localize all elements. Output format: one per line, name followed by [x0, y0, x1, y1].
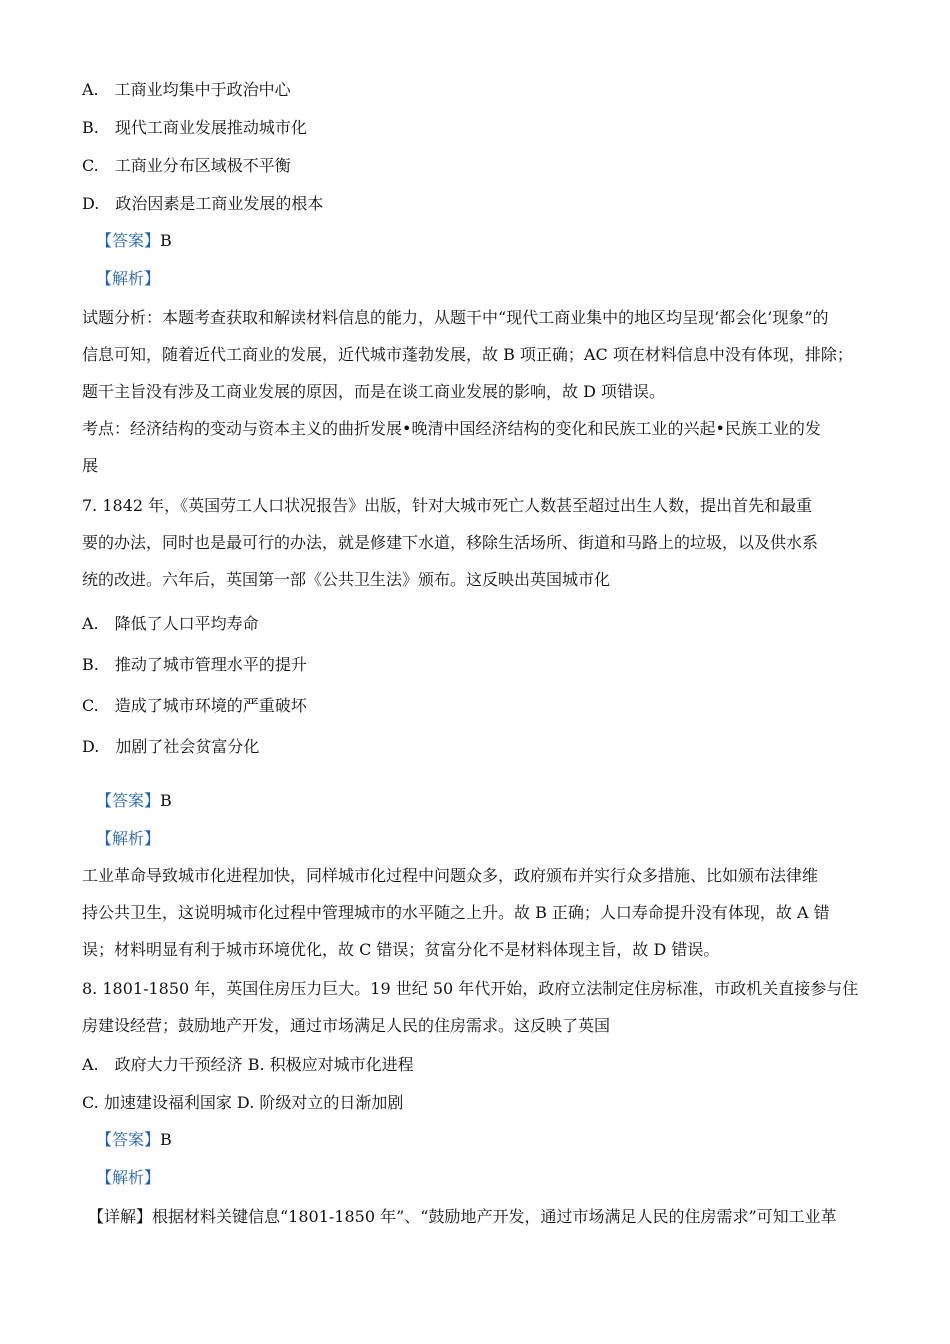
q7-analysis [82, 857, 872, 968]
q7-option-c: C. 造成了城市环境的严重破坏 [82, 696, 307, 715]
q6-analysis-tag: 【解析】 [96, 269, 161, 288]
stem-line: 统的改进。六年后，英国第一部《公共卫生法》颁布。这反映出英国城市化 [82, 570, 611, 589]
answer-value: B [160, 231, 172, 250]
analysis-line: 持公共卫生，这说明城市化过程中管理城市的水平随之上升。故 B 正确；人口寿命提升没有体现，故 A 错 [82, 903, 830, 922]
kaodian-line: 展 [82, 456, 99, 475]
q6-option-a: A. 工商业均集中于政治中心 [82, 80, 291, 99]
q8-options-row2: C. 加速建设福利国家 D. 阶级对立的日渐加剧 [82, 1093, 404, 1112]
q8-options-row1: A. 政府大力干预经济 B. 积极应对城市化进程 [82, 1055, 414, 1074]
q8-detail: 【详解】根据材料关键信息“1801-1850 年”、“鼓励地产开发，通过市场满足人民的住房需求”可知工业革 [88, 1207, 837, 1226]
analysis-line: 题干主旨没有涉及工商业发展的原因，而是在谈工商业发展的影响，故 D 项错误。 [82, 382, 666, 401]
stem-line: 8. 1801-1850 年，英国住房压力巨大。19 世纪 50 年代开始，政府立法制定住房标准，市政机关直接参与住 [82, 979, 859, 998]
q7-stem [82, 487, 872, 598]
q6-answer-line [96, 231, 172, 251]
stem-line: 要的办法，同时也是最可行的办法，就是修建下水道，移除生活场所、街道和马路上的垃圾，以及供水系 [82, 533, 819, 552]
analysis-line: 误；材料明显有利于城市环境优化，故 C 错误；贫富分化不是材料体现主旨，故 D 错误。 [82, 940, 720, 959]
answer-tag: 【答案】 [96, 791, 161, 810]
answer-tag: 【答案】 [96, 1130, 161, 1149]
analysis-line: 工业革命导致城市化进程加快，同样城市化过程中问题众多，政府颁布并实行众多措施、比如颁布法律维 [82, 866, 819, 885]
q8-answer-line [96, 1130, 172, 1150]
q6-analysis [82, 299, 872, 484]
q7-option-d: D. 加剧了社会贫富分化 [82, 737, 260, 756]
kaodian-line: 考点：经济结构的变动与资本主义的曲折发展•晚清中国经济结构的变化和民族工业的兴起•民族工业的发 [82, 419, 821, 438]
q6-option-c: C. 工商业分布区域极不平衡 [82, 156, 291, 175]
answer-tag: 【答案】 [96, 231, 161, 250]
q7-option-a: A. 降低了人口平均寿命 [82, 614, 259, 633]
answer-value: B [160, 791, 172, 810]
stem-line: 房建设经营；鼓励地产开发，通过市场满足人民的住房需求。这反映了英国 [82, 1016, 611, 1035]
q7-answer-line [96, 791, 172, 811]
q6-option-d: D. 政治因素是工商业发展的根本 [82, 194, 324, 213]
analysis-line: 试题分析：本题考查获取和解读材料信息的能力，从题干中“现代工商业集中的地区均呈现‘都会化’现象”的 [82, 308, 829, 327]
q6-option-b: B. 现代工商业发展推动城市化 [82, 118, 307, 137]
stem-line: 7. 1842 年，《英国劳工人口状况报告》出版，针对大城市死亡人数甚至超过出生人数，提出首先和最重 [82, 496, 813, 515]
q8-stem [82, 970, 872, 1044]
q8-analysis-tag: 【解析】 [96, 1168, 161, 1187]
answer-value: B [160, 1130, 172, 1149]
q7-option-b: B. 推动了城市管理水平的提升 [82, 655, 307, 674]
q7-analysis-tag: 【解析】 [96, 829, 161, 848]
analysis-line: 信息可知，随着近代工商业的发展，近代城市蓬勃发展，故 B 项正确；AC 项在材料信息中没有体现，排除； [82, 345, 853, 364]
